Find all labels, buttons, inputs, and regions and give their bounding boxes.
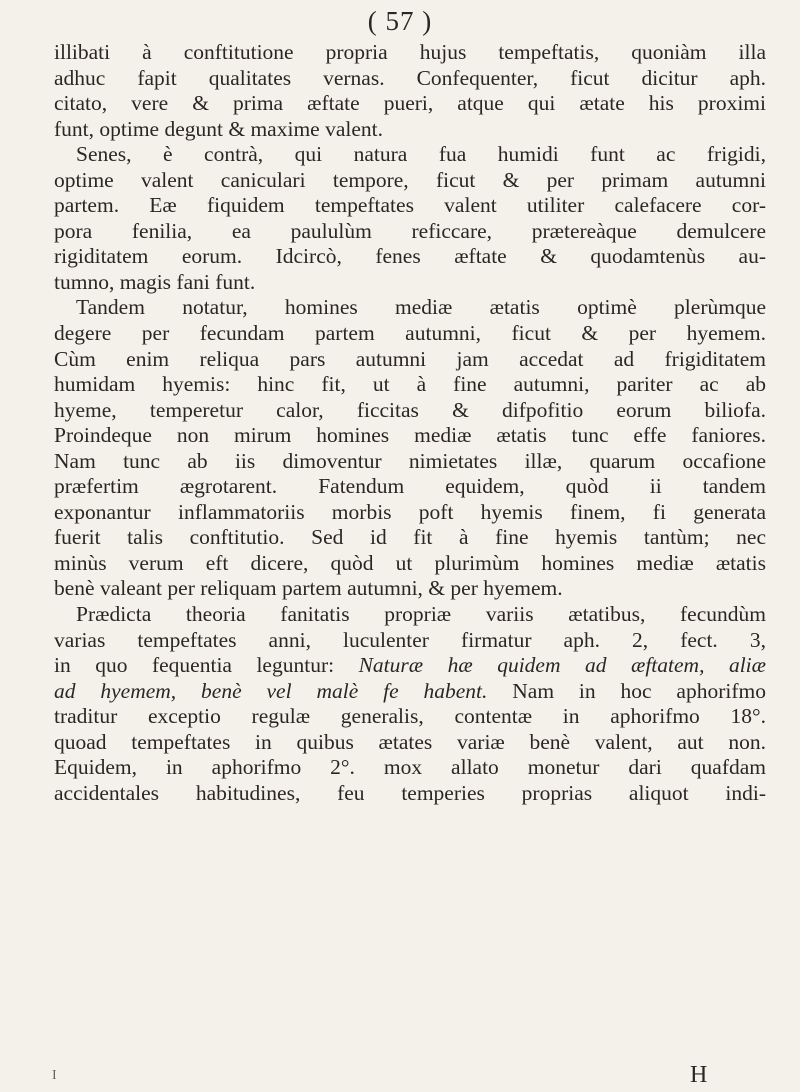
text-line [54,244,766,270]
text-line [54,602,766,628]
folio-mark: I [52,1068,57,1083]
text-line-roman: Senes, è contrà, qui natura fua humidi funt ac frigidi, [76,142,766,167]
text-line-roman: Cùm enim reliqua pars autumni jam accedat ad frigiditatem [54,346,766,371]
text-line-roman: accidentales habitudines, feu temperies proprias aliquot indi- [54,780,766,805]
text-line [54,423,766,449]
text-line [54,219,766,245]
text-line-roman: degere per fecundam partem autumni, ficut & per hyemem. [54,321,766,346]
text-line [54,193,766,219]
text-line [54,270,766,296]
text-line-roman: citato, vere & prima æftate pueri, atque qui ætate his proximi [54,91,766,116]
page-number: ( 57 ) [367,6,433,36]
text-line [54,142,766,168]
text-line-roman: præfertim ægrotarent. Fatendum equidem, quòd ii tandem [54,474,766,499]
text-line-roman: Equidem, in aphorifmo 2°. mox allato monetur dari quafdam [54,755,766,780]
text-line-roman: optime valent caniculari tempore, ficut & per primam autumni [54,167,766,192]
text-line [54,551,766,577]
text-line-roman: fuerit talis conftitutio. Sed id fit à fine hyemis tantùm; nec [54,525,766,550]
text-line-tail: Nam in hoc aphorifmo [487,678,766,703]
text-line-italic: ad hyemem, benè vel malè fe habent. [54,678,488,703]
signature-mark: H [690,1062,709,1088]
text-line-roman: funt, optime degunt & maxime valent. [54,116,383,141]
text-line [54,295,766,321]
text-line [54,755,766,781]
text-line [54,576,766,602]
text-line-roman: pora fenilia, ea paululùm reficcare, prætereàque demulcere [54,218,766,243]
text-line-roman: tumno, magis fani funt. [54,269,256,294]
text-line-roman: illibati à conftitutione propria hujus tempeftatis, quoniàm illa [54,40,766,64]
text-line-roman: minùs verum eft dicere, quòd ut plurimùm homines mediæ ætatis [54,550,766,575]
text-line-roman: Prædicta theoria fanitatis propriæ variis ætatibus, fecundùm [76,602,766,627]
text-line-roman: partem. Eæ fiquidem tempeftates valent utiliter calefacere cor- [54,193,766,218]
text-line [54,398,766,424]
text-line-roman: quoad tempeftates in quibus ætates variæ benè valent, aut non. [54,729,766,754]
text-line-italic: Naturæ hæ quidem ad æftatem, aliæ [358,653,766,678]
text-line [54,91,766,117]
text-line [54,653,766,679]
text-line [54,628,766,654]
text-line-roman: varias tempeftates anni, luculenter firmatur aph. 2, fect. 3, [54,627,766,652]
text-line [54,525,766,551]
text-line [54,679,766,705]
text-line [54,66,766,92]
text-line [54,704,766,730]
text-line [54,730,766,756]
text-line [54,449,766,475]
text-line [54,347,766,373]
body-text [54,40,766,806]
text-line [54,372,766,398]
text-line [54,40,766,66]
text-line [54,781,766,807]
text-line-roman: hyeme, temperetur calor, ficcitas & difpofitio eorum biliofa. [54,397,766,422]
text-line [54,321,766,347]
text-line-roman: exponantur inflammatoriis morbis poft hyemis finem, fi generata [54,499,766,524]
text-line-roman: rigiditatem eorum. Idcircò, fenes æftate & quodamtenùs au- [54,244,766,269]
text-line [54,117,766,143]
text-line [54,168,766,194]
text-line-roman: Proindeque non mirum homines mediæ ætatis tunc effe faniores. [54,423,766,448]
text-line-roman: traditur exceptio regulæ generalis, contentæ in aphorifmo 18°. [54,704,766,729]
text-line-roman: benè valeant per reliquam partem autumni, & per hyemem. [54,576,563,601]
text-line [54,500,766,526]
text-line-roman: humidam hyemis: hinc fit, ut à fine autumni, pariter ac ab [54,372,766,397]
text-line-roman: in quo fequentia leguntur: [54,653,359,678]
text-line-roman: adhuc fapit qualitates vernas. Confequenter, ficut dicitur aph. [54,65,766,90]
text-line-roman: Nam tunc ab iis dimoventur nimietates illæ, quarum occafione [54,448,766,473]
text-line [54,474,766,500]
text-line-roman: Tandem notatur, homines mediæ ætatis optimè plerùmque [76,295,766,320]
